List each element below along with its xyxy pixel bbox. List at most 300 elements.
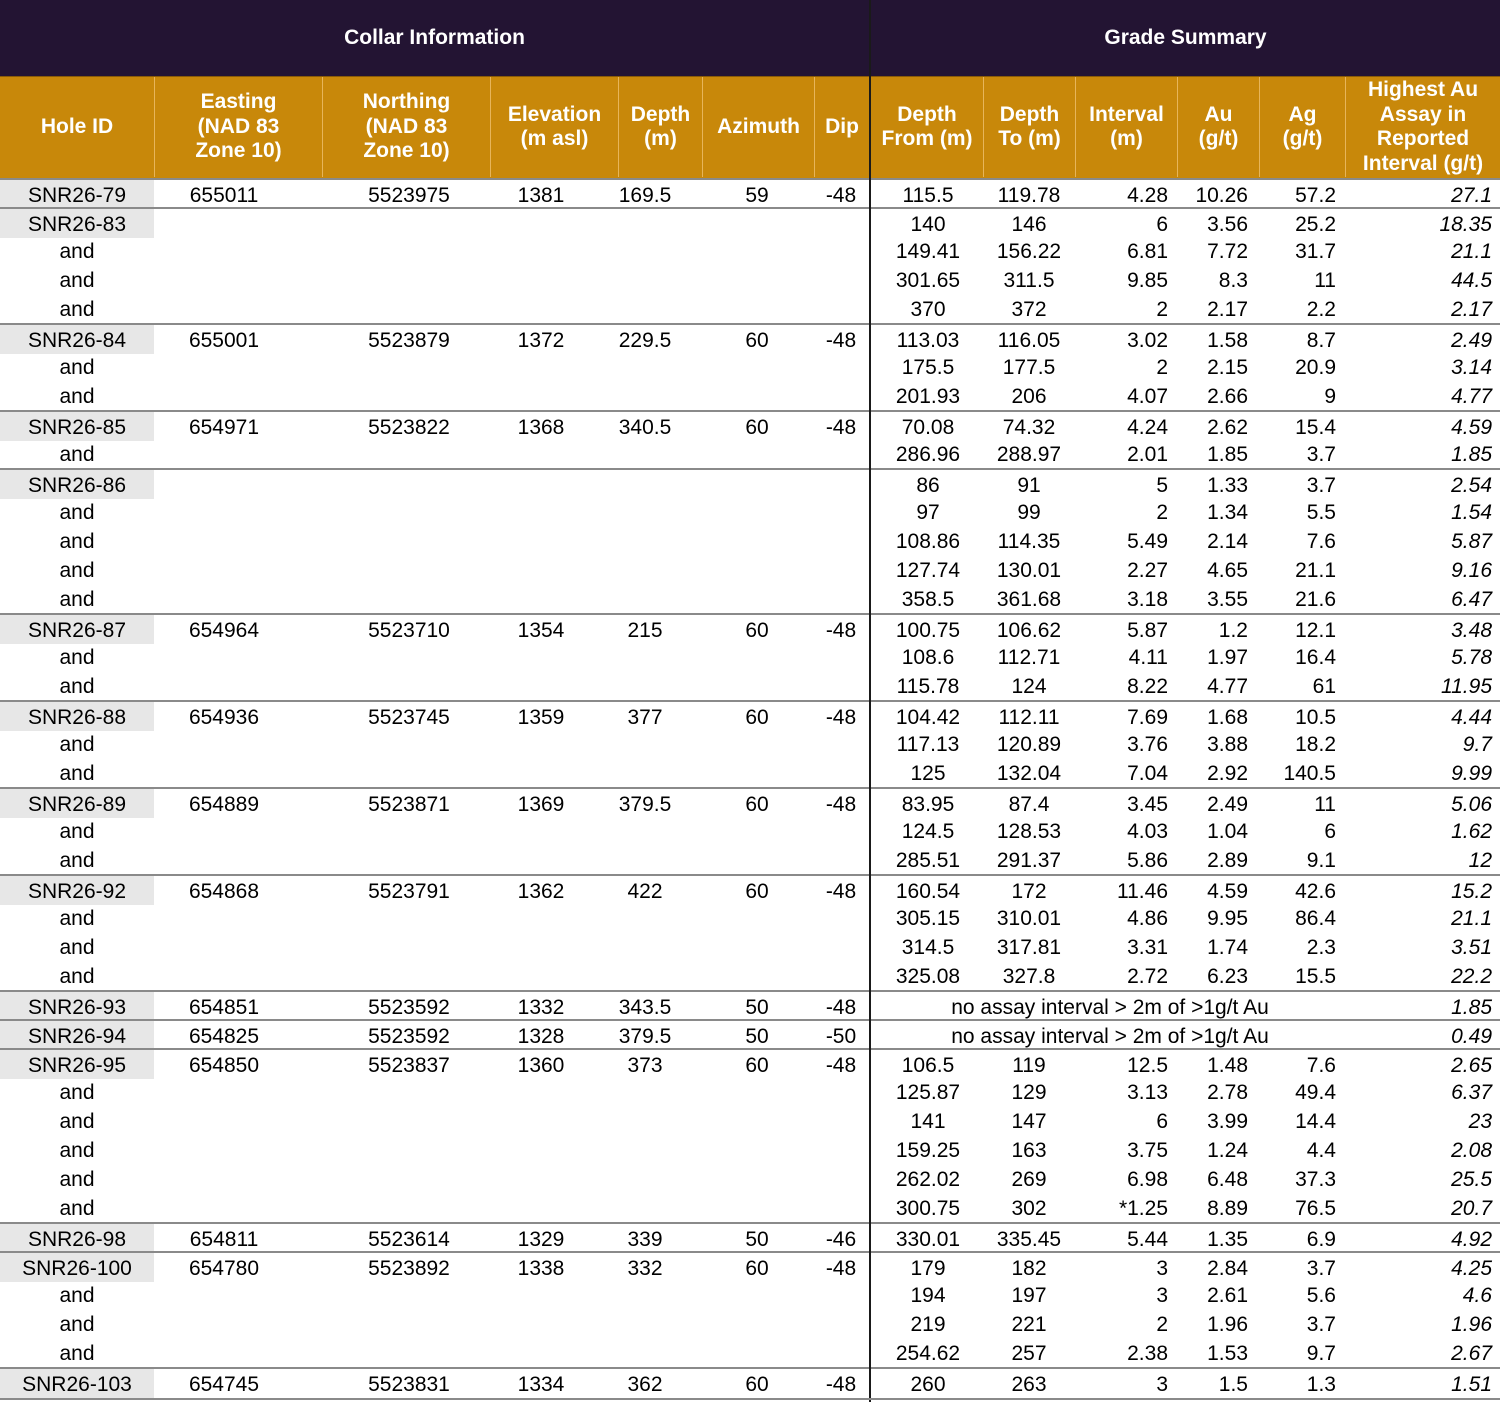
hole-id-cell: SNR26-88: [0, 702, 154, 731]
highest-au-cell: 0.49: [1451, 1025, 1492, 1048]
easting-cell: 654971: [188, 416, 260, 439]
hole-id-cell: and: [59, 1139, 95, 1162]
highest-au-cell: 2.65: [1451, 1054, 1492, 1077]
au-cell: 2.15: [1207, 356, 1248, 379]
interval-cell: 6: [1156, 213, 1168, 236]
ag-cell: 9: [1324, 385, 1336, 408]
no-assay-note: no assay interval > 2m of >1g/t Au: [951, 1025, 1269, 1048]
hole-id-cell: and: [59, 907, 95, 930]
depth-cell: 339: [627, 1228, 663, 1251]
table-row: [0, 758, 1500, 787]
depth-from-cell: 117.13: [896, 733, 960, 756]
depth-from-cell: 83.95: [901, 793, 955, 816]
ag-cell: 5.6: [1306, 1284, 1336, 1307]
group-header-row: [0, 0, 1500, 76]
easting-cell: 654850: [188, 1054, 260, 1077]
ag-cell: 11: [1314, 269, 1336, 292]
depth-to-cell: 327.8: [1002, 965, 1056, 988]
au-cell: 2.92: [1207, 762, 1248, 785]
highest-au-cell: 3.48: [1451, 619, 1492, 642]
interval-cell: *1.25: [1118, 1197, 1168, 1220]
table-row: [0, 1164, 1500, 1193]
interval-cell: 11.46: [1117, 880, 1168, 903]
depth-from-cell: 100.75: [895, 619, 961, 642]
depth-cell: 422: [627, 880, 663, 903]
highest-au-cell: 1.96: [1451, 1313, 1492, 1336]
col-northing: Northing (NAD 83 Zone 10): [322, 77, 490, 177]
depth-to-cell: 147: [1011, 1110, 1047, 1133]
au-cell: 1.48: [1207, 1054, 1248, 1077]
table-row: [0, 1193, 1500, 1222]
elevation-cell: 1359: [517, 706, 565, 729]
depth-to-cell: 372: [1011, 298, 1047, 321]
ag-cell: 3.7: [1306, 1313, 1336, 1336]
depth-to-cell: 106.62: [996, 619, 1062, 642]
table-row: [0, 410, 1500, 441]
depth-from-cell: 160.54: [895, 880, 961, 903]
dip-cell: -48: [825, 619, 857, 642]
table-row: [0, 845, 1500, 874]
northing-cell: 5523837: [368, 1054, 450, 1077]
ag-cell: 6: [1324, 820, 1336, 843]
depth-from-cell: 115.78: [896, 675, 960, 698]
hole-id-cell: and: [59, 443, 95, 466]
table-row: [0, 816, 1500, 845]
au-cell: 7.72: [1207, 240, 1248, 263]
azimuth-cell: 60: [745, 416, 769, 439]
easting-cell: [154, 209, 294, 238]
grade-summary-header: Grade Summary: [1104, 26, 1267, 49]
interval-cell: 3.31: [1127, 936, 1168, 959]
au-cell: 10.26: [1195, 184, 1248, 207]
hole-id-cell: SNR26-93: [0, 992, 154, 1021]
table-row: [0, 294, 1500, 323]
depth-cell: 379.5: [618, 1025, 672, 1048]
au-cell: 3.56: [1207, 213, 1248, 236]
table-row: [0, 642, 1500, 671]
au-cell: 1.97: [1207, 646, 1248, 669]
table-row: [0, 1338, 1500, 1367]
depth-to-cell: 99: [1017, 501, 1041, 524]
depth-cell: 169.5: [618, 184, 672, 207]
hole-id-cell: and: [59, 1342, 95, 1365]
col-depth-to: Depth To (m): [983, 77, 1075, 177]
azimuth-cell: 60: [745, 706, 769, 729]
hole-id-cell: and: [59, 1110, 95, 1133]
highest-au-cell: 1.62: [1451, 820, 1492, 843]
col-easting: Easting (NAD 83 Zone 10): [154, 77, 322, 177]
col-depth-from: Depth From (m): [881, 102, 973, 150]
col-ag: Ag (g/t): [1259, 77, 1345, 177]
easting-cell: 654745: [188, 1373, 260, 1396]
au-cell: 1.96: [1207, 1313, 1248, 1336]
azimuth-cell: [708, 470, 806, 499]
azimuth-cell: 60: [745, 793, 769, 816]
table-row: [0, 1222, 1500, 1253]
au-cell: 9.95: [1207, 907, 1248, 930]
ag-cell: 37.3: [1295, 1168, 1336, 1191]
northing-cell: 5523975: [368, 184, 450, 207]
depth-to-cell: 335.45: [996, 1228, 1062, 1251]
easting-cell: 655011: [189, 184, 259, 207]
hole-id-cell: SNR26-92: [0, 876, 154, 905]
hole-id-cell: and: [59, 530, 95, 553]
au-cell: 1.33: [1207, 474, 1248, 497]
depth-from-cell: 141: [910, 1110, 946, 1133]
depth-from-cell: 219: [910, 1313, 946, 1336]
au-cell: 6.23: [1207, 965, 1248, 988]
depth-to-cell: 221: [1011, 1313, 1047, 1336]
easting-cell: 654936: [188, 706, 260, 729]
highest-au-cell: 4.25: [1451, 1257, 1492, 1280]
elevation-cell: 1329: [517, 1228, 565, 1251]
depth-to-cell: 87.4: [1008, 793, 1050, 816]
depth-to-cell: 177.5: [1002, 356, 1056, 379]
table-row: [0, 555, 1500, 584]
depth-cell: 215: [627, 619, 663, 642]
depth-from-cell: 325.08: [895, 965, 961, 988]
ag-cell: 5.5: [1306, 501, 1336, 524]
dip-cell: -50: [825, 1025, 857, 1048]
au-cell: 2.78: [1207, 1081, 1248, 1104]
northing-cell: 5523592: [368, 996, 450, 1019]
depth-from-cell: 149.41: [895, 240, 961, 263]
hole-id-cell: SNR26-98: [0, 1224, 154, 1253]
highest-au-cell: 6.47: [1451, 588, 1492, 611]
table-row: [0, 468, 1500, 499]
table-row: [0, 497, 1500, 526]
depth-from-cell: 301.65: [895, 269, 961, 292]
hole-id-cell: SNR26-103: [0, 1369, 154, 1398]
dip-cell: -48: [825, 1054, 857, 1077]
table-row: [0, 439, 1500, 468]
table-row: [0, 613, 1500, 644]
depth-from-cell: 115.5: [902, 184, 954, 207]
interval-cell: 2.01: [1127, 443, 1168, 466]
highest-au-cell: 12: [1468, 849, 1492, 872]
highest-au-cell: 44.5: [1451, 269, 1492, 292]
hole-id-cell: SNR26-86: [0, 470, 154, 499]
ag-cell: 14.4: [1295, 1110, 1336, 1133]
depth-from-cell: 127.74: [895, 559, 961, 582]
au-cell: 2.89: [1207, 849, 1248, 872]
hole-id-cell: SNR26-95: [0, 1050, 154, 1079]
hole-id-cell: and: [59, 965, 95, 988]
azimuth-cell: 60: [745, 1054, 769, 1077]
depth-from-cell: 125: [910, 762, 946, 785]
dip-cell: -48: [825, 184, 857, 207]
col-azimuth: Azimuth: [702, 77, 814, 177]
azimuth-cell: 59: [745, 184, 769, 207]
table-row: [0, 787, 1500, 818]
hole-id-cell: and: [59, 385, 95, 408]
table-row: [0, 1309, 1500, 1338]
depth-from-cell: 262.02: [895, 1168, 961, 1191]
depth-from-cell: 358.5: [901, 588, 955, 611]
northing-cell: 5523822: [368, 416, 450, 439]
table-row: [0, 178, 1500, 209]
azimuth-cell: 50: [745, 1025, 769, 1048]
table-row: [0, 1251, 1500, 1282]
elevation-cell: 1369: [517, 793, 565, 816]
depth-to-cell: 119: [1012, 1054, 1046, 1077]
interval-cell: 7.04: [1127, 762, 1168, 785]
table-row: [0, 932, 1500, 961]
azimuth-cell: 60: [745, 329, 769, 352]
highest-au-cell: 5.87: [1451, 530, 1492, 553]
au-cell: 4.65: [1207, 559, 1248, 582]
hole-id-cell: and: [59, 298, 95, 321]
highest-au-cell: 11.95: [1441, 675, 1492, 698]
au-cell: 1.58: [1207, 329, 1248, 352]
au-cell: 1.53: [1207, 1342, 1248, 1365]
elevation-cell: [490, 470, 592, 499]
hole-id-cell: SNR26-87: [0, 615, 154, 644]
ag-cell: 8.7: [1306, 329, 1336, 352]
ag-cell: 1.3: [1306, 1373, 1336, 1396]
highest-au-cell: 1.51: [1451, 1373, 1492, 1396]
highest-au-cell: 2.49: [1451, 329, 1492, 352]
depth-to-cell: 116.05: [997, 329, 1061, 352]
table-row: [0, 265, 1500, 294]
highest-au-cell: 3.51: [1451, 936, 1492, 959]
depth-cell: 373: [627, 1054, 663, 1077]
ag-cell: 20.9: [1295, 356, 1336, 379]
ag-cell: 57.2: [1295, 184, 1336, 207]
dip-cell: -48: [825, 880, 857, 903]
ag-cell: 49.4: [1295, 1081, 1336, 1104]
ag-cell: 76.5: [1295, 1197, 1336, 1220]
table-row: [0, 1280, 1500, 1309]
table-row: [0, 990, 1500, 1021]
hole-id-cell: SNR26-85: [0, 412, 154, 441]
interval-cell: 5.87: [1127, 619, 1168, 642]
dip-cell: -46: [825, 1228, 857, 1251]
au-cell: 2.14: [1207, 530, 1248, 553]
ag-cell: 4.4: [1306, 1139, 1336, 1162]
depth-from-cell: 108.6: [901, 646, 955, 669]
interval-cell: 3.18: [1127, 588, 1168, 611]
interval-cell: 6: [1156, 1110, 1168, 1133]
collar-info-header: Collar Information: [344, 26, 525, 49]
interval-cell: 6.81: [1127, 240, 1168, 263]
depth-from-cell: 285.51: [895, 849, 961, 872]
depth-to-cell: 263: [1011, 1373, 1047, 1396]
azimuth-cell: 60: [745, 1373, 769, 1396]
azimuth-cell: 60: [745, 619, 769, 642]
depth-to-cell: 206: [1011, 385, 1047, 408]
interval-cell: 3: [1156, 1257, 1168, 1280]
highest-au-cell: 5.06: [1451, 793, 1492, 816]
au-cell: 2.62: [1207, 416, 1248, 439]
hole-id-cell: SNR26-94: [0, 1021, 154, 1050]
elevation-cell: 1334: [517, 1373, 565, 1396]
depth-from-cell: 124.5: [901, 820, 955, 843]
highest-au-cell: 4.6: [1462, 1284, 1492, 1307]
elevation-cell: 1332: [517, 996, 565, 1019]
northing-cell: 5523614: [368, 1228, 450, 1251]
easting-cell: 654964: [188, 619, 260, 642]
depth-to-cell: 156.22: [996, 240, 1062, 263]
northing-cell: 5523592: [368, 1025, 450, 1048]
depth-to-cell: 119.78: [997, 184, 1061, 207]
table-row: [0, 584, 1500, 613]
ag-cell: 25.2: [1295, 213, 1336, 236]
table-row: [0, 352, 1500, 381]
hole-id-cell: and: [59, 675, 95, 698]
elevation-cell: 1328: [517, 1025, 565, 1048]
col-au: Au (g/t): [1177, 77, 1259, 177]
au-cell: 1.74: [1207, 936, 1248, 959]
ag-cell: 16.4: [1295, 646, 1336, 669]
dip-cell: -48: [825, 329, 857, 352]
depth-to-cell: 91: [1017, 474, 1041, 497]
hole-id-cell: and: [59, 240, 95, 263]
depth-from-cell: 104.42: [895, 706, 961, 729]
elevation-cell: 1354: [517, 619, 565, 642]
table-row: [0, 207, 1500, 238]
depth-from-cell: 106.5: [901, 1054, 955, 1077]
interval-cell: 2: [1156, 501, 1168, 524]
interval-cell: 4.24: [1127, 416, 1168, 439]
depth-to-cell: 128.53: [996, 820, 1062, 843]
depth-from-cell: 179: [910, 1257, 946, 1280]
interval-cell: 7.69: [1127, 706, 1168, 729]
depth-from-cell: 108.86: [895, 530, 961, 553]
highest-au-cell: 2.67: [1451, 1342, 1492, 1365]
ag-cell: 7.6: [1306, 530, 1336, 553]
highest-au-cell: 4.59: [1451, 416, 1492, 439]
azimuth-cell: 60: [745, 880, 769, 903]
depth-to-cell: 146: [1011, 213, 1047, 236]
elevation-cell: 1372: [517, 329, 565, 352]
ag-cell: 42.6: [1295, 880, 1336, 903]
highest-au-cell: 20.7: [1451, 1197, 1492, 1220]
depth-to-cell: 257: [1011, 1342, 1047, 1365]
ag-cell: 18.2: [1295, 733, 1336, 756]
easting-cell: 655001: [188, 329, 260, 352]
interval-cell: 5: [1156, 474, 1168, 497]
interval-cell: 9.85: [1127, 269, 1168, 292]
azimuth-cell: [708, 209, 806, 238]
ag-cell: 15.5: [1295, 965, 1336, 988]
northing-cell: 5523892: [368, 1257, 450, 1280]
interval-cell: 3: [1156, 1373, 1168, 1396]
depth-to-cell: 197: [1011, 1284, 1047, 1307]
depth-to-cell: 291.37: [996, 849, 1062, 872]
depth-to-cell: 163: [1011, 1139, 1047, 1162]
col-depth: Depth (m): [618, 77, 702, 177]
ag-cell: 7.6: [1306, 1054, 1336, 1077]
hole-id-cell: SNR26-79: [0, 180, 154, 209]
elevation-cell: 1338: [517, 1257, 565, 1280]
hole-id-cell: and: [59, 1313, 95, 1336]
highest-au-cell: 21.1: [1451, 240, 1492, 263]
highest-au-cell: 1.54: [1451, 501, 1492, 524]
hole-id-cell: and: [59, 356, 95, 379]
table-row: [0, 1048, 1500, 1079]
easting-cell: 654868: [188, 880, 260, 903]
depth-to-cell: 74.32: [1002, 416, 1056, 439]
hole-id-cell: and: [59, 1284, 95, 1307]
easting-cell: 654889: [188, 793, 260, 816]
ag-cell: 15.4: [1295, 416, 1336, 439]
table-row: [0, 236, 1500, 265]
depth-to-cell: 310.01: [996, 907, 1062, 930]
table-row: [0, 729, 1500, 758]
interval-cell: 2.27: [1127, 559, 1168, 582]
dip-cell: -48: [825, 416, 857, 439]
dip-cell: -48: [825, 793, 857, 816]
depth-cell: 377: [627, 706, 663, 729]
ag-cell: 9.7: [1306, 1342, 1336, 1365]
northing-cell: [322, 209, 496, 238]
hole-id-cell: and: [59, 820, 95, 843]
elevation-cell: 1362: [517, 880, 565, 903]
table-row: [0, 1135, 1500, 1164]
au-cell: 1.35: [1207, 1228, 1248, 1251]
highest-au-cell: 22.2: [1451, 965, 1492, 988]
depth-from-cell: 260: [910, 1373, 946, 1396]
depth-from-cell: 125.87: [895, 1081, 961, 1104]
depth-to-cell: 120.89: [996, 733, 1062, 756]
depth-to-cell: 311.5: [1003, 269, 1055, 292]
ag-cell: 2.2: [1306, 298, 1336, 321]
interval-cell: 2.38: [1127, 1342, 1168, 1365]
hole-id-cell: and: [59, 559, 95, 582]
dip-cell: [812, 470, 870, 499]
elevation-cell: 1381: [517, 184, 565, 207]
elevation-cell: [490, 209, 592, 238]
depth-from-cell: 300.75: [895, 1197, 961, 1220]
hole-id-cell: and: [59, 501, 95, 524]
ag-cell: 3.7: [1306, 1257, 1336, 1280]
au-cell: 2.49: [1207, 793, 1248, 816]
elevation-cell: 1360: [517, 1054, 565, 1077]
au-cell: 1.5: [1218, 1373, 1248, 1396]
au-cell: 1.85: [1207, 443, 1248, 466]
table-bottom-rule: [0, 1398, 1500, 1400]
au-cell: 1.68: [1207, 706, 1248, 729]
depth-cell: 379.5: [618, 793, 672, 816]
au-cell: 1.04: [1207, 820, 1248, 843]
easting-cell: 654825: [188, 1025, 260, 1048]
highest-au-cell: 15.2: [1451, 880, 1492, 903]
ag-cell: 11: [1314, 793, 1336, 816]
azimuth-cell: 60: [745, 1257, 769, 1280]
table-row: [0, 961, 1500, 990]
hole-id-cell: SNR26-83: [0, 209, 154, 238]
interval-cell: 2.72: [1127, 965, 1168, 988]
au-cell: 3.88: [1207, 733, 1248, 756]
interval-cell: 5.44: [1127, 1228, 1168, 1251]
table-row: [0, 874, 1500, 905]
depth-cell: [600, 209, 690, 238]
depth-cell: 343.5: [618, 996, 672, 1019]
depth-to-cell: 361.68: [996, 588, 1062, 611]
northing-cell: 5523879: [368, 329, 450, 352]
au-cell: 3.99: [1207, 1110, 1248, 1133]
northing-cell: [322, 470, 496, 499]
depth-from-cell: 254.62: [895, 1342, 961, 1365]
depth-from-cell: 370: [910, 298, 946, 321]
depth-to-cell: 129: [1011, 1081, 1047, 1104]
hole-id-cell: and: [59, 1197, 95, 1220]
interval-cell: 4.07: [1127, 385, 1168, 408]
interval-cell: 8.22: [1127, 675, 1168, 698]
column-header-row: [0, 76, 1500, 178]
highest-au-cell: 9.16: [1451, 559, 1492, 582]
